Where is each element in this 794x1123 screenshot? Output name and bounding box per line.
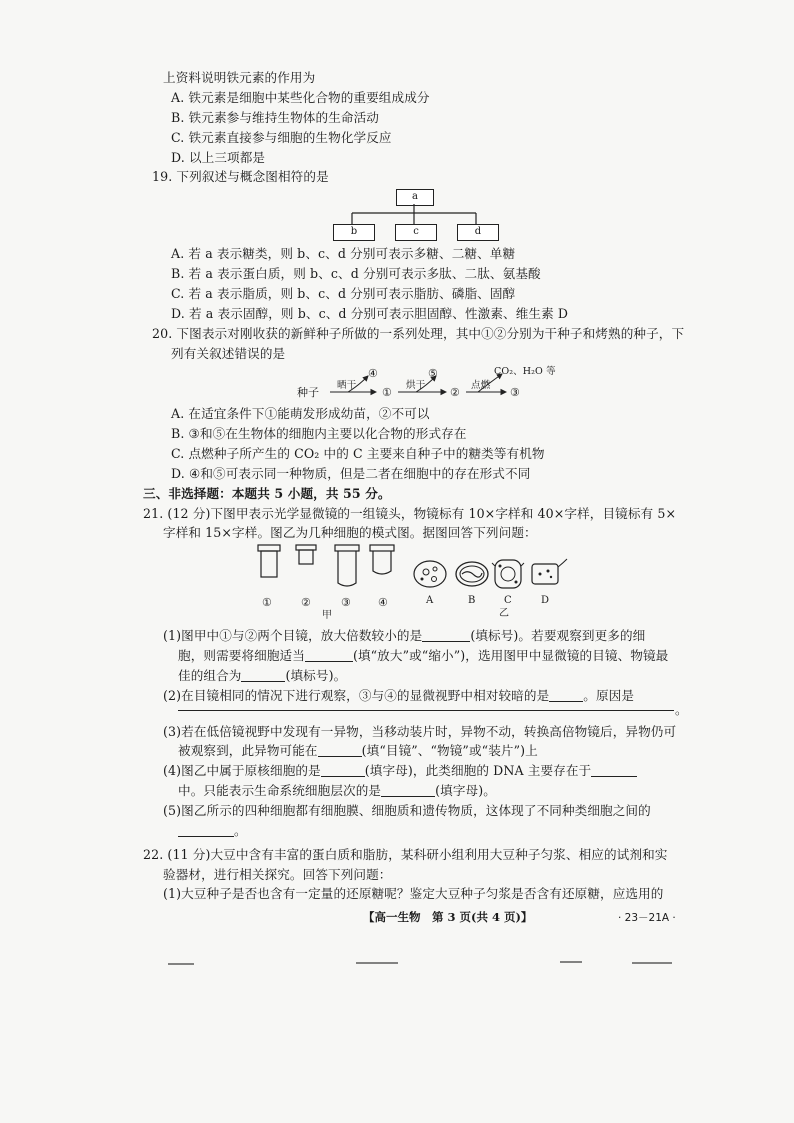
q21-p1-line1: (1)图甲中①与②两个目镜，放大倍数较小的是 (填标号)。若要观察到更多的细 (163, 628, 646, 643)
concept-connectors (330, 204, 500, 226)
concept-node-d: d (457, 224, 499, 241)
lens-label-3: ③ (341, 596, 351, 609)
cell-label-d: D (541, 595, 550, 606)
flow-step-burn: 点燃 (471, 380, 491, 391)
section-heading: 三、非选择题：本题共 5 小题，共 55 分。 (143, 486, 391, 501)
flow-side-4: ④ (368, 367, 378, 380)
cell-figure (410, 557, 570, 593)
q21-stem-2: 字样和 15×字样。图乙为几种细胞的模式图。据图回答下列问题： (163, 525, 537, 540)
q20-option-c: C. 点燃种子所产生的 CO₂ 中的 C 主要来自种子中的糖类等有机物 (171, 446, 545, 461)
page-footer-code: · 23－21A · (618, 912, 676, 924)
concept-node-b: b (333, 224, 375, 241)
concept-node-a: a (396, 189, 434, 206)
q22-stem-1: 22. (11 分)大豆中含有丰富的蛋白质和脂肪，某科研小组利用大豆种子匀浆、相应的试剂和实 (143, 847, 668, 862)
scan-artifact (632, 962, 672, 964)
q20-stem-1: 20. 下图表示对刚收获的新鲜种子所做的一系列处理，其中①②分别为干种子和烤熟的种子，下 (152, 326, 685, 341)
q18-option-a: A. 铁元素是细胞中某些化合物的重要组成成分 (171, 90, 430, 105)
scan-artifact (168, 963, 194, 965)
page-footer-label: 【高一生物 第 3 页(共 4 页)】 (363, 910, 533, 924)
q18-option-c: C. 铁元素直接参与细胞的生物化学反应 (171, 130, 392, 145)
answer-blank-2[interactable] (305, 649, 353, 662)
answer-blank-8[interactable] (591, 764, 637, 777)
answer-blank-7[interactable] (321, 764, 365, 777)
q19-option-a: A. 若 a 表示糖类，则 b、c、d 分别可表示多糖、二糖、单糖 (171, 246, 516, 261)
scan-artifact (560, 961, 582, 963)
flow-step-dry: 晒干 (337, 380, 357, 391)
cell-label-b: B (468, 595, 476, 606)
q21-p1-line2: 胞，则需要将细胞适当 (填“放大”或“缩小”)，选用图甲中显微镜的目镜、物镜最 (178, 648, 669, 663)
group-label-yi: 乙 (499, 608, 510, 619)
answer-blank-6[interactable] (318, 744, 362, 757)
lens-label-2: ② (301, 596, 311, 609)
q20-stem-2: 列有关叙述错误的是 (171, 346, 286, 361)
flow-node-2: ② (450, 386, 460, 399)
q18-option-b: B. 铁元素参与维持生物体的生命活动 (171, 110, 379, 125)
answer-blank-10[interactable] (178, 824, 234, 837)
lens-label-1: ① (262, 596, 272, 609)
q19-option-b: B. 若 a 表示蛋白质，则 b、c、d 分别可表示多肽、二肽、氨基酸 (171, 266, 541, 281)
flow-step-bake: 烘干 (406, 380, 426, 391)
cell-label-a: A (426, 595, 434, 606)
answer-blank-5[interactable] (178, 710, 674, 711)
group-label-jia: 甲 (322, 610, 333, 621)
q21-p3-line1: (3)若在低倍镜视野中发现有一异物，当移动装片时，异物不动，转换高倍物镜后，异物仍可 (163, 724, 677, 739)
answer-blank-1[interactable] (422, 629, 470, 642)
q21-p3-line2: 被观察到，此异物可能在 (填“目镜”、“物镜”或“装片”)上 (178, 743, 538, 758)
q21-p1-line3: 佳的组合为 (填标号)。 (178, 668, 347, 683)
lens-figure (252, 543, 402, 591)
flow-side-gas: CO₂、H₂O 等 (494, 366, 556, 377)
q21-p2-line1: (2)在目镜相同的情况下进行观察，③与④的显微视野中相对较暗的是 。原因是 (163, 688, 635, 703)
q21-p5-line1: (5)图乙所示的四种细胞都有细胞膜、细胞质和遗传物质，这体现了不同种类细胞之间的 (163, 803, 651, 818)
lens-label-4: ④ (378, 596, 388, 609)
q22-stem-2: 验器材，进行相关探究。回答下列问题： (163, 867, 392, 882)
q21-stem-1: 21. (12 分)下图甲表示光学显微镜的一组镜头，物镜标有 10×字样和 40×字样，目镜标有 5× (143, 506, 677, 521)
answer-blank-4[interactable] (549, 689, 583, 702)
q19-stem: 19. 下列叙述与概念图相符的是 (152, 169, 329, 184)
q21-p4-line2: 中。只能表示生命系统细胞层次的是 (填字母)。 (178, 783, 496, 798)
flow-node-1: ① (382, 386, 392, 399)
answer-blank-3[interactable] (241, 669, 285, 682)
q21-p4-line1: (4)图乙中属于原核细胞的是 (填字母)，此类细胞的 DNA 主要存在于 (163, 763, 637, 779)
q18-option-d: D. 以上三项都是 (171, 150, 266, 165)
q20-option-a: A. 在适宜条件下①能萌发形成幼苗，②不可以 (171, 406, 430, 421)
scan-artifact (356, 962, 398, 964)
concept-node-c: c (395, 224, 437, 241)
q19-option-d: D. 若 a 表示固醇，则 b、c、d 分别可表示胆固醇、性激素、维生素 D (171, 306, 569, 321)
q21-p5-line2: 。 (178, 823, 247, 839)
q20-option-d: D. ④和⑤可表示同一种物质，但是二者在细胞中的存在形式不同 (171, 466, 531, 481)
q20-option-b: B. ③和⑤在生物体的细胞内主要以化合物的形式存在 (171, 426, 467, 441)
q19-option-c: C. 若 a 表示脂质，则 b、c、d 分别可表示脂肪、磷脂、固醇 (171, 286, 516, 301)
period-mark-1: 。 (675, 702, 688, 717)
flow-side-5: ⑤ (428, 367, 438, 380)
cell-label-c: C (504, 595, 512, 606)
flow-node-3: ③ (510, 386, 520, 399)
intro-line: 上资料说明铁元素的作用为 (163, 70, 316, 85)
answer-blank-9[interactable] (381, 784, 435, 797)
q22-p1: (1)大豆种子是否也含有一定量的还原糖呢？鉴定大豆种子匀浆是否含有还原糖，应选用的 (163, 886, 664, 901)
flow-seed: 种子 (297, 386, 320, 399)
